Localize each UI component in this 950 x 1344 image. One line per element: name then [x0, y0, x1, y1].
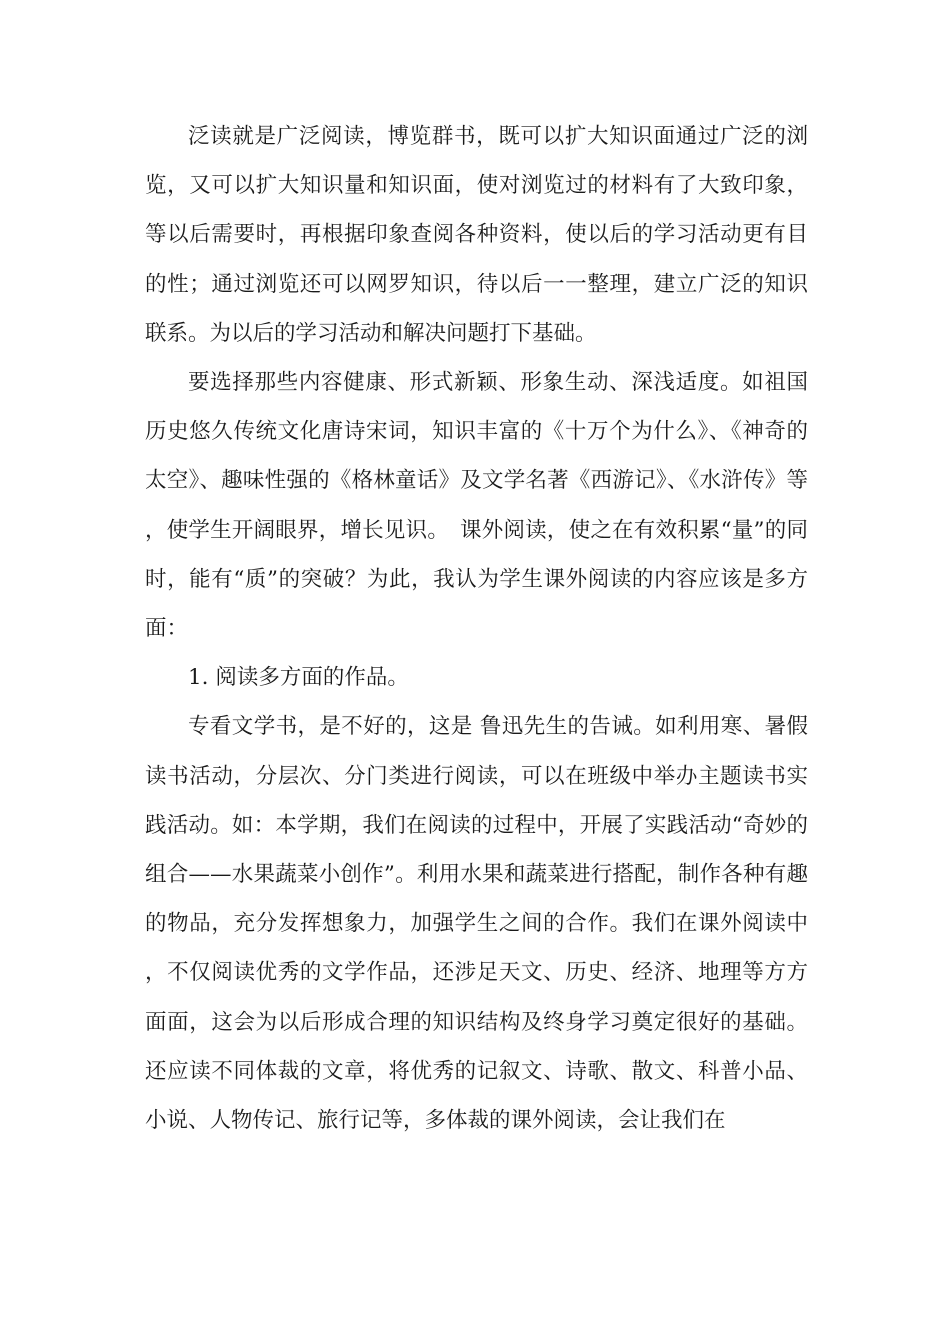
paragraph-list-heading: 1. 阅读多方面的作品。: [188, 665, 409, 691]
paragraph-extensive-reading: 泛读就是广泛阅读，博览群书，既可以扩大知识面通过广泛的浏览，又可以扩大知识量和知识面，使对浏览过的材料有了大致印象，等以后需要时，再根据印象查阅各种资料，使以后的学习活动更有目的性；通过浏览还可以网罗知识，待以后一一整理，建立广泛的知识联系。为以后的学习活动和解决问题打下基础。: [145, 124, 808, 346]
paragraph-book-selection: 要选择那些内容健康、形式新颖、形象生动、深浅适度。如祖国历史悠久传统文化唐诗宋词，知识丰富的《十万个为什么》、《神奇的太空》、趣味性强的《格林童话》及文学名著《西游记》、《水浒传》等，使学生开阔眼界，增长见识。 课外阅读，使之在有效积累“量”的同时，能有“质”的突破？为此，我认为学生课外阅读的内容应该是多方面：: [145, 370, 808, 642]
paragraph-diverse-reading: 专看文学书，是不好的，这是 鲁迅先生的告诫。如利用寒、暑假读书活动，分层次、分门类进行阅读，可以在班级中举办主题读书实践活动。如：本学期，我们在阅读的过程中，开展了实践活动“奇妙的组合——水果蔬菜小创作”。利用水果和蔬菜进行搭配，制作各种有趣的物品，充分发挥想象力，加强学生之间的合作。我们在课外阅读中，不仅阅读优秀的文学作品，还涉足天文、历史、经济、地理等方方面面，这会为以后形成合理的知识结构及终身学习奠定很好的基础。还应读不同体裁的文章，将优秀的记叙文、诗歌、散文、科普小品、小说、人物传记、旅行记等，多体裁的课外阅读，会让我们在: [145, 714, 808, 1134]
document-page: [145, 112, 808, 1145]
